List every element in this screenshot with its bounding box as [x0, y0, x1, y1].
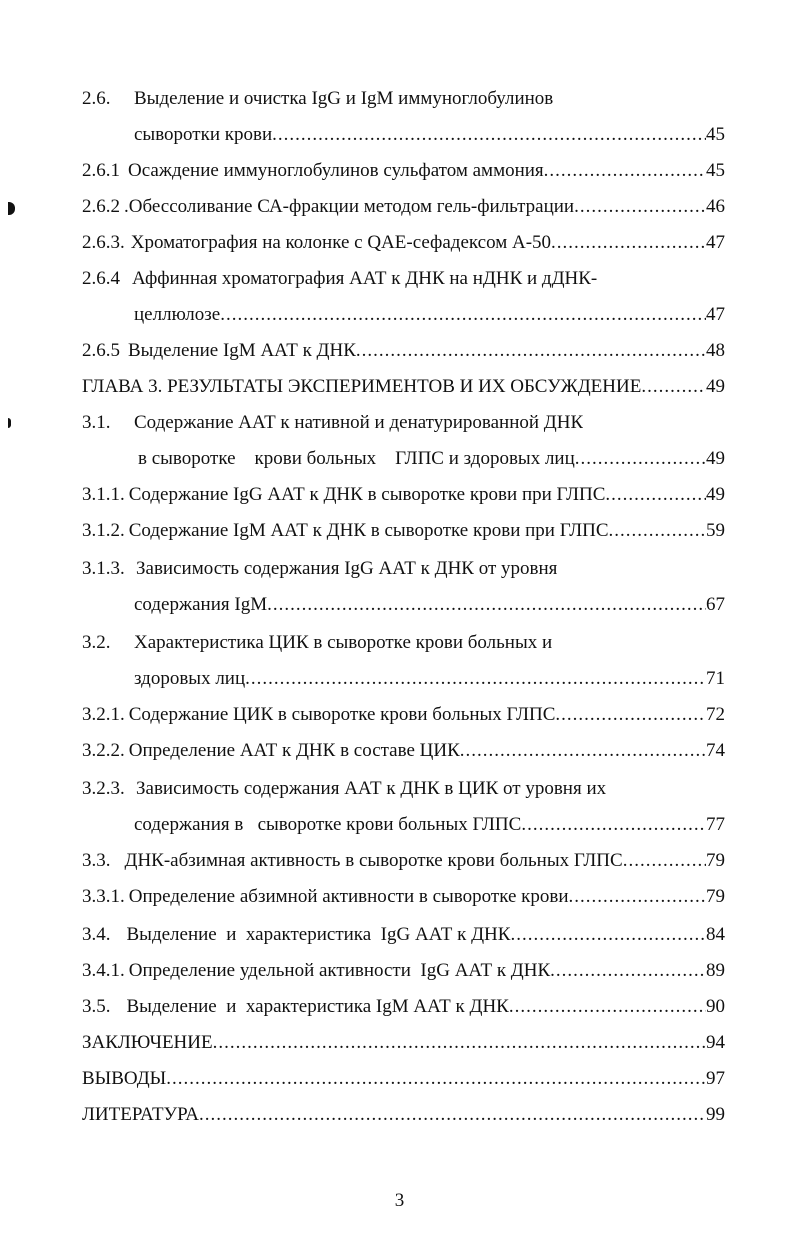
toc-entry-title: ВЫВОДЫ: [82, 1068, 167, 1089]
toc-entry: [82, 958, 725, 984]
toc-entry-number: 3.2.: [82, 632, 111, 653]
toc-entry: [82, 518, 725, 544]
toc-chapter: [82, 1030, 725, 1056]
toc-entry-number: 2.6.5: [82, 340, 120, 361]
toc-entry-title: ЛИТЕРАТУРА: [82, 1104, 199, 1125]
toc-entry-title: Выделение и очистка IgG и IgM иммуноглобулинов: [134, 88, 554, 109]
toc-entry: [82, 338, 725, 364]
toc-entry-number: 2.6.2: [82, 196, 120, 217]
toc-entry-page: 67: [706, 594, 725, 615]
toc-entry-number: 3.4.1.: [82, 960, 125, 981]
toc-entry-title: Определение абзимной активности в сыворотке крови: [128, 886, 569, 907]
toc-entry-continuation: [134, 592, 725, 618]
toc-entry-title: Содержание IgG ААТ к ДНК в сыворотке крови при ГЛПС: [128, 484, 606, 505]
toc-entry-title: ГЛАВА 3. РЕЗУЛЬТАТЫ ЭКСПЕРИМЕНТОВ И ИХ ОБСУЖДЕНИЕ: [82, 376, 642, 397]
toc-entry-title-cont: в сыворотке крови больных ГЛПС и здоровых лиц: [138, 448, 575, 469]
toc-entry: [82, 482, 725, 508]
toc-entry-number: 3.2.3.: [82, 778, 125, 799]
toc-entry-title: Зависимость содержания ААТ к ДНК в ЦИК от уровня их: [136, 778, 607, 799]
toc-entry-title-cont: содержания IgM: [134, 594, 268, 615]
toc-entry-title: Выделение и характеристика IgG ААТ к ДНК: [126, 924, 511, 945]
toc-entry-title: Содержание IgM ААТ к ДНК в сыворотке крови при ГЛПС: [128, 520, 609, 541]
toc-entry-number: 3.4.: [82, 924, 111, 945]
toc-entry-page: 79: [706, 886, 725, 907]
toc-entry-title-cont: содержания в сыворотке крови больных ГЛПС: [134, 814, 522, 835]
toc-entry: [82, 994, 725, 1020]
page-number: 3: [394, 1190, 405, 1211]
toc-entry-page: 97: [706, 1068, 725, 1089]
toc-entry-page: 99: [706, 1104, 725, 1125]
toc-entry-page: 49: [706, 484, 725, 505]
toc-entry-title: Хроматография на колонке с QAE-сефадексом А-50: [130, 232, 552, 253]
toc-entry-page: 84: [706, 924, 725, 945]
toc-entry-number: 2.6.3.: [82, 232, 125, 253]
toc-entry-number: 2.6.: [82, 88, 111, 109]
toc-entry-continuation: [134, 812, 725, 838]
toc-entry-number: 3.1.1.: [82, 484, 125, 505]
toc-entry-page: 77: [706, 814, 725, 835]
toc-entry-page: 79: [706, 850, 725, 871]
toc-entry-number: 3.3.: [82, 850, 111, 871]
toc-entry-title-cont: сыворотки крови: [134, 124, 273, 145]
toc-entry: [82, 738, 725, 764]
toc-entry-title: ЗАКЛЮЧЕНИЕ: [82, 1032, 213, 1053]
toc-entry: [82, 922, 725, 948]
toc-entry-title: Определение ААТ к ДНК в составе ЦИК: [128, 740, 460, 761]
toc-entry-title: Содержание ЦИК в сыворотке крови больных ГЛПС: [128, 704, 556, 725]
toc-chapter: [82, 1066, 725, 1092]
toc-chapter: [82, 374, 725, 400]
toc-entry-title: ДНК-абзимная активность в сыворотке крови больных ГЛПС: [124, 850, 623, 871]
toc-entry-number: 3.1.2.: [82, 520, 125, 541]
toc-entry-title: .Обессоливание СА-фракции методом гель-фильтрации: [124, 196, 575, 217]
toc-entry-title: Определение удельной активности IgG ААТ к ДНК: [128, 960, 551, 981]
toc-entry: [82, 194, 725, 220]
toc-entry-number: 3.1.3.: [82, 558, 125, 579]
toc-entry-title-cont: целлюлозе: [134, 304, 221, 325]
toc-entry-number: 3.5.: [82, 996, 111, 1017]
scan-mark: [8, 418, 11, 428]
toc-entry-page: 47: [706, 232, 725, 253]
toc-entry-title: Аффинная хроматография ААТ к ДНК на нДНК и дДНК-: [132, 268, 598, 289]
toc-entry-number: 2.6.4: [82, 268, 120, 289]
toc-entry-title: Содержание ААТ к нативной и денатурированной ДНК: [134, 412, 584, 433]
toc-entry-page: 71: [706, 668, 725, 689]
toc-entry-title: Выделение и характеристика IgM ААТ к ДНК: [126, 996, 509, 1017]
toc-entry-number: 3.2.1.: [82, 704, 125, 725]
toc-entry-page: 47: [706, 304, 725, 325]
toc-entry-title: Осаждение иммуноглобулинов сульфатом аммония: [128, 160, 544, 181]
toc-entry-title-cont: здоровых лиц: [134, 668, 246, 689]
toc-entry-page: 49: [706, 376, 725, 397]
toc-entry-page: 72: [706, 704, 725, 725]
toc-entry-page: 45: [706, 124, 725, 145]
toc-entry-page: 46: [706, 196, 725, 217]
toc-entry-title: Характеристика ЦИК в сыворотке крови больных и: [134, 632, 553, 653]
toc-entry-continuation: [138, 446, 725, 472]
toc-entry-title: Выделение IgM ААТ к ДНК: [128, 340, 356, 361]
toc-entry: [82, 884, 725, 910]
toc-entry-continuation: [134, 122, 725, 148]
scan-mark: [8, 202, 15, 215]
toc-entry-number: 3.2.2.: [82, 740, 125, 761]
toc-entry-page: 59: [706, 520, 725, 541]
toc-entry-page: 89: [706, 960, 725, 981]
toc-entry-page: 48: [706, 340, 725, 361]
toc-entry-continuation: [134, 666, 725, 692]
toc-entry-page: 94: [706, 1032, 725, 1053]
toc-entry-page: 74: [706, 740, 725, 761]
toc-entry-page: 45: [706, 160, 725, 181]
toc-chapter: [82, 1102, 725, 1128]
toc-entry: [82, 230, 725, 256]
toc-entry: [82, 848, 725, 874]
toc-entry-continuation: [134, 302, 725, 328]
toc-entry-page: 49: [706, 448, 725, 469]
toc-entry-number: 3.1.: [82, 412, 111, 433]
toc-entry: [82, 158, 725, 184]
toc-entry-title: Зависимость содержания IgG ААТ к ДНК от уровня: [136, 558, 558, 579]
toc-entry: [82, 702, 725, 728]
toc-entry-number: 2.6.1: [82, 160, 120, 181]
toc-entry-page: 90: [706, 996, 725, 1017]
toc-entry-number: 3.3.1.: [82, 886, 125, 907]
